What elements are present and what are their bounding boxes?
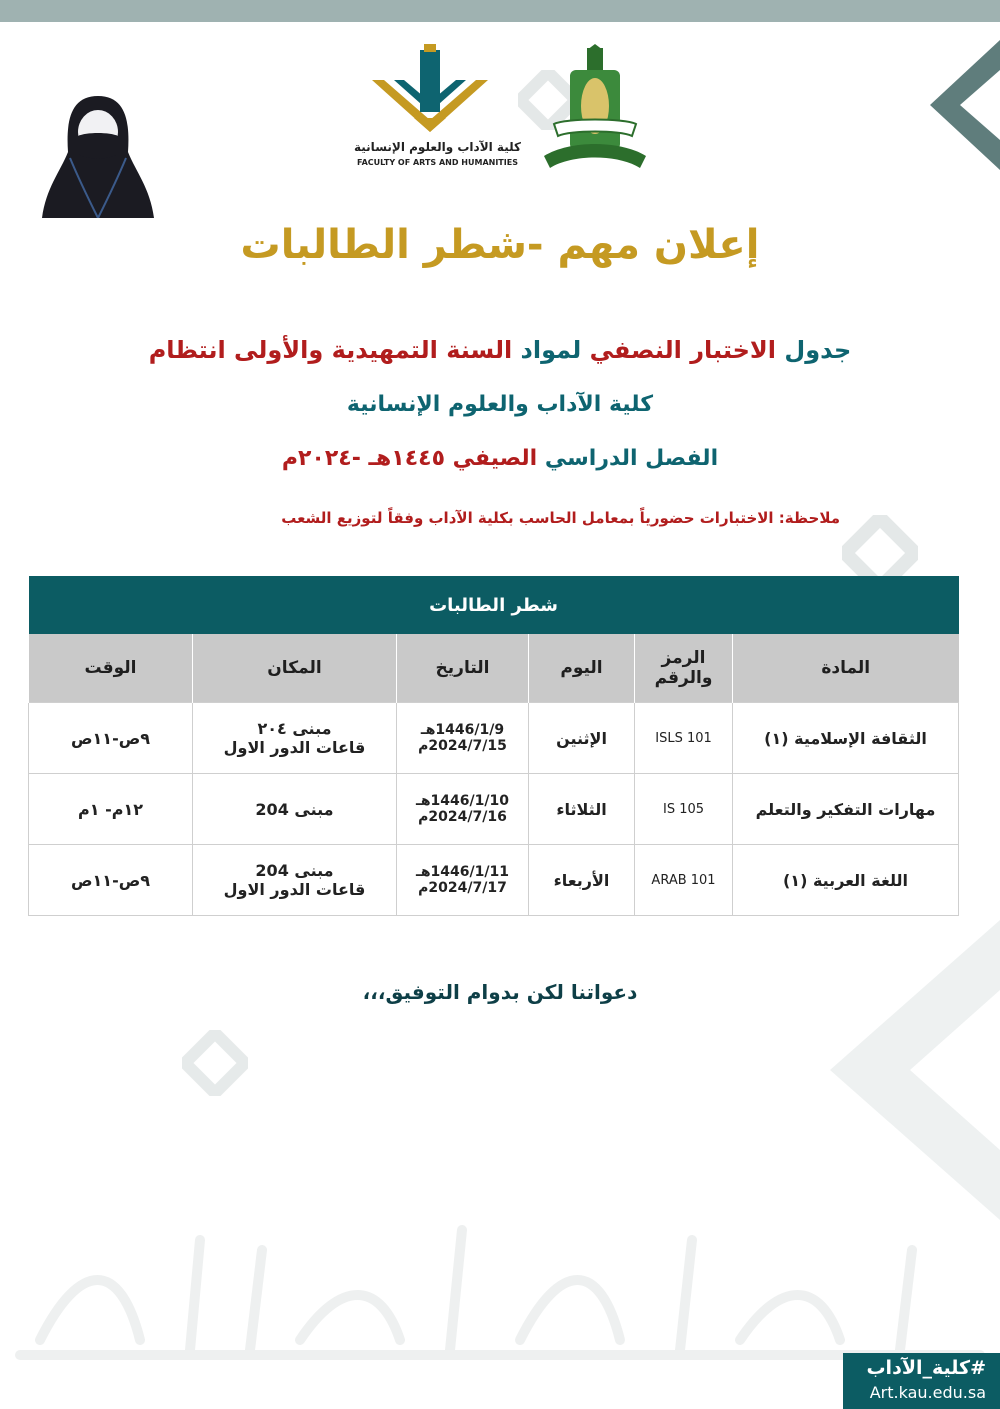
semester-part: الصيفي ١٤٤٥هـ -٢٠٢٤م	[281, 446, 538, 471]
calligraphy-watermark	[0, 1220, 1000, 1360]
cell-code: ARAB 101	[635, 845, 733, 916]
faculty-name-ar: كلية الآداب والعلوم الإنسانية	[354, 140, 521, 154]
cell-day: الإثنين	[529, 703, 635, 774]
diamond-decoration	[182, 1030, 248, 1096]
date-gregorian: 2024/7/17م	[418, 880, 507, 896]
female-avatar-icon	[40, 92, 156, 218]
cell-date	[397, 845, 529, 916]
heading-part: الاختبار النصفي	[589, 336, 777, 364]
place-building: مبنى 204	[255, 861, 334, 880]
place-building: مبنى ٢٠٤	[257, 719, 332, 738]
col-header-date: التاريخ	[397, 634, 529, 703]
faculty-heading: كلية الآداب والعلوم الإنسانية	[346, 392, 654, 417]
cell-place	[193, 703, 397, 774]
semester-part: الفصل الدراسي	[537, 446, 719, 471]
footer-url[interactable]: Art.kau.edu.sa	[869, 1383, 986, 1402]
cell-subject: اللغة العربية (١)	[733, 845, 959, 916]
place-halls: قاعات الدور الاول	[223, 880, 366, 899]
col-header-subject: المادة	[733, 634, 959, 703]
date-gregorian: 2024/7/15م	[418, 738, 507, 754]
table-row	[29, 703, 959, 774]
cell-place	[193, 845, 397, 916]
cell-time: ٩ص-١١ص	[29, 703, 193, 774]
cell-code: ISLS 101	[635, 703, 733, 774]
logos-group	[350, 40, 650, 180]
cell-time: ٩ص-١١ص	[29, 845, 193, 916]
table-row	[29, 774, 959, 845]
footer-bar	[843, 1353, 1000, 1409]
date-hijri: 1446/1/9هـ	[420, 722, 505, 738]
exam-schedule-table	[28, 576, 958, 916]
top-bar	[0, 0, 1000, 22]
place-halls: قاعات الدور الاول	[223, 738, 366, 757]
col-header-place: المكان	[193, 634, 397, 703]
heading-part: جدول	[776, 336, 852, 364]
cell-code: IS 105	[635, 774, 733, 845]
university-logo	[540, 44, 650, 174]
col-header-day: اليوم	[529, 634, 635, 703]
cell-subject: مهارات التفكير والتعلم	[733, 774, 959, 845]
faculty-name-en: FACULTY OF ARTS AND HUMANITIES	[357, 158, 518, 167]
col-header-time: الوقت	[29, 634, 193, 703]
col-header-code: الرمز والرقم	[635, 634, 733, 703]
table-row	[29, 845, 959, 916]
date-hijri: 1446/1/10هـ	[416, 793, 509, 809]
cell-date	[397, 774, 529, 845]
cell-date	[397, 703, 529, 774]
chevron-decoration-top-right	[930, 40, 1000, 170]
closing-text: دعواتنا لكن بدوام التوفيق،،،	[362, 980, 638, 1004]
announcement-title: إعلان مهم -شطر الطالبات	[240, 222, 760, 268]
chevron-decoration-mid	[830, 920, 1000, 1220]
date-gregorian: 2024/7/16م	[418, 809, 507, 825]
note-text: ملاحظة: الاختبارات حضورياً بمعامل الحاسب بكلية الآداب وفقاً لتوزيع الشعب	[281, 509, 840, 527]
schedule-heading	[0, 336, 1000, 364]
cell-time: ١٢م- ١م	[29, 774, 193, 845]
cell-day: الأربعاء	[529, 845, 635, 916]
heading-part: السنة التمهيدية والأولى انتظام	[148, 336, 513, 364]
cell-day: الثلاثاء	[529, 774, 635, 845]
table-banner: شطر الطالبات	[29, 576, 959, 634]
place-building: مبنى 204	[255, 799, 334, 819]
date-hijri: 1446/1/11هـ	[416, 864, 509, 880]
heading-part: لمواد	[512, 336, 590, 364]
semester-heading	[0, 446, 1000, 471]
footer-hashtag: #كلية_الآداب	[866, 1357, 986, 1379]
cell-subject: الثقافة الإسلامية (١)	[733, 703, 959, 774]
cell-place	[193, 774, 397, 845]
